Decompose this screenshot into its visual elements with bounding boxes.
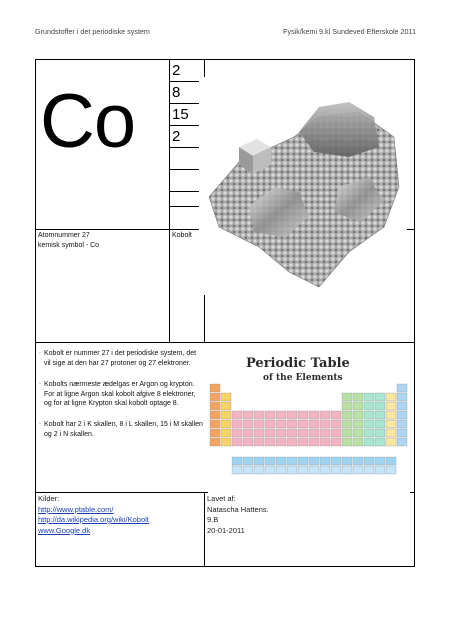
element-cell: [342, 393, 352, 401]
element-cell: [364, 438, 374, 446]
element-cell: [397, 384, 407, 392]
symbol-label: kemisk symbol - Co: [38, 242, 100, 249]
atomic-number: Atomnummer 27: [38, 232, 90, 239]
element-cell: [221, 420, 231, 428]
fact-text: Kobolt er nummer 27 i det periodiske system, det vil sige at den har 27 protoner og 27 elektroner.: [44, 350, 197, 367]
fact-item: [39, 380, 204, 409]
element-cell: [364, 402, 374, 410]
element-cell: [386, 420, 396, 428]
element-cell: [331, 411, 341, 419]
element-cell: [287, 438, 297, 446]
element-cell: [320, 466, 330, 474]
element-cell: [309, 429, 319, 437]
source-link-ptable[interactable]: http://www.ptable.com/: [38, 504, 114, 514]
element-cell: [331, 438, 341, 446]
divider: [204, 492, 205, 566]
element-cell: [364, 411, 374, 419]
element-cell: [243, 411, 253, 419]
element-cell: [232, 466, 242, 474]
element-cell: [254, 466, 264, 474]
element-cell: [342, 457, 352, 465]
element-cell: [375, 438, 385, 446]
element-cell: [353, 457, 363, 465]
header-right: Fysik/kemi 9.kl Sundeved Efterskole 2011: [283, 27, 416, 36]
element-cell: [386, 411, 396, 419]
element-cell: [364, 420, 374, 428]
fact-item: [39, 349, 204, 368]
element-cell: [397, 429, 407, 437]
element-cell: [210, 393, 220, 401]
shell-m: 15: [170, 104, 204, 126]
element-cell: [386, 457, 396, 465]
author-date: 20-01-2011: [207, 525, 245, 535]
element-cell: [254, 457, 264, 465]
element-cell: [375, 393, 385, 401]
element-cell: [309, 420, 319, 428]
element-cell: [320, 411, 330, 419]
element-cell: [331, 457, 341, 465]
element-cell: [320, 438, 330, 446]
element-cell: [342, 466, 352, 474]
element-cell: [342, 411, 352, 419]
periodic-subtitle: of the Elements: [263, 373, 343, 383]
author-block: [207, 494, 269, 536]
element-cell: [276, 411, 286, 419]
element-cell: [298, 411, 308, 419]
element-cell: [298, 429, 308, 437]
element-cell: [265, 438, 275, 446]
element-cell: [320, 420, 330, 428]
element-cell: [254, 438, 264, 446]
element-cell: [221, 402, 231, 410]
element-cell: [254, 429, 264, 437]
element-cell: [243, 429, 253, 437]
element-cell: [375, 429, 385, 437]
element-cell: [375, 402, 385, 410]
shell-k: 2: [170, 60, 204, 82]
element-cell: [364, 466, 374, 474]
element-cell: [232, 429, 242, 437]
element-cell: [276, 457, 286, 465]
element-cell: [287, 457, 297, 465]
element-cell: [265, 429, 275, 437]
element-cell: [320, 429, 330, 437]
element-cell: [221, 411, 231, 419]
element-cell: [298, 438, 308, 446]
divider: [36, 342, 414, 343]
cobalt-photo: [199, 77, 407, 295]
element-cell: [265, 457, 275, 465]
element-cell: [243, 438, 253, 446]
element-cell: [243, 420, 253, 428]
element-cell: [232, 411, 242, 419]
fact-item: [39, 420, 204, 439]
sources-label: Kilder:: [38, 494, 60, 503]
element-cell: [210, 429, 220, 437]
sources-block: [38, 494, 149, 536]
element-cell: [254, 420, 264, 428]
element-cell: [331, 429, 341, 437]
element-cell: [232, 438, 242, 446]
element-cell: [386, 438, 396, 446]
element-cell: [243, 466, 253, 474]
periodic-table-image: [208, 352, 410, 493]
element-cell: [287, 429, 297, 437]
element-cell: [287, 466, 297, 474]
element-cell: [232, 457, 242, 465]
element-cell: [254, 411, 264, 419]
element-cell: [331, 420, 341, 428]
element-cell: [353, 466, 363, 474]
element-cell: [221, 393, 231, 401]
periodic-title: Periodic Table: [246, 356, 350, 371]
element-cell: [364, 429, 374, 437]
element-cell: [386, 466, 396, 474]
element-cell: [221, 429, 231, 437]
element-cell: [221, 438, 231, 446]
source-link-wikipedia[interactable]: http://da.wikipedia.org/wiki/Kobolt: [38, 515, 149, 524]
element-cell: [386, 429, 396, 437]
element-cell: [353, 429, 363, 437]
element-cell: [287, 420, 297, 428]
element-cell: [331, 466, 341, 474]
element-cell: [320, 457, 330, 465]
author-name: Natascha Hattens.: [207, 504, 269, 514]
element-cell: [397, 438, 407, 446]
bullet-icon: ·: [39, 381, 41, 387]
author-class: 9.B: [207, 515, 219, 524]
element-cell: [364, 457, 374, 465]
element-cell: [353, 411, 363, 419]
element-cell: [309, 438, 319, 446]
element-cell: [210, 384, 220, 392]
element-cell: [210, 402, 220, 410]
element-cell: [265, 466, 275, 474]
element-cell: [375, 411, 385, 419]
element-cell: [309, 457, 319, 465]
element-cell: [298, 466, 308, 474]
shell-n: 2: [170, 126, 204, 148]
element-cell: [342, 402, 352, 410]
element-name: Kobolt: [172, 232, 192, 239]
element-cell: [309, 466, 319, 474]
element-cell: [232, 420, 242, 428]
element-cell: [353, 420, 363, 428]
element-symbol: Co: [40, 79, 136, 164]
element-cell: [243, 457, 253, 465]
source-link-google[interactable]: www.Google.dk: [38, 525, 91, 535]
element-cell: [265, 411, 275, 419]
element-cell: [397, 393, 407, 401]
bullet-icon: ·: [39, 350, 41, 356]
element-cell: [342, 420, 352, 428]
element-cell: [210, 420, 220, 428]
element-cell: [353, 438, 363, 446]
element-cell: [287, 411, 297, 419]
element-cell: [364, 393, 374, 401]
author-label: Lavet af:: [207, 494, 236, 503]
element-cell: [397, 411, 407, 419]
shell-l: 8: [170, 82, 204, 104]
element-cell: [375, 457, 385, 465]
element-cell: [276, 420, 286, 428]
fact-text: Kobolts nærmeste ædelgas er Argon og krypton. For at ligne Argon skal kobolt afgive 8 elektroner, og for at ligne Krypton skal kobolt optage 8.: [44, 381, 196, 408]
element-cell: [397, 420, 407, 428]
element-cell: [210, 438, 220, 446]
element-cell: [276, 466, 286, 474]
element-cell: [298, 457, 308, 465]
element-cell: [342, 429, 352, 437]
element-cell: [342, 438, 352, 446]
element-cell: [353, 393, 363, 401]
element-cell: [386, 393, 396, 401]
element-cell: [353, 402, 363, 410]
element-cell: [298, 420, 308, 428]
element-cell: [210, 411, 220, 419]
element-cell: [375, 466, 385, 474]
element-cell: [276, 438, 286, 446]
fact-text: Kobolt har 2 i K skallen, 8 i L skallen, 15 i M skallen og 2 i N skallen.: [44, 421, 203, 438]
element-cell: [265, 420, 275, 428]
header-left: Grundstoffer i det periodiske system: [35, 27, 150, 36]
element-cell: [386, 402, 396, 410]
element-cell: [375, 420, 385, 428]
element-cell: [309, 411, 319, 419]
element-cell: [276, 429, 286, 437]
element-cell: [397, 402, 407, 410]
bullet-icon: ·: [39, 421, 41, 427]
